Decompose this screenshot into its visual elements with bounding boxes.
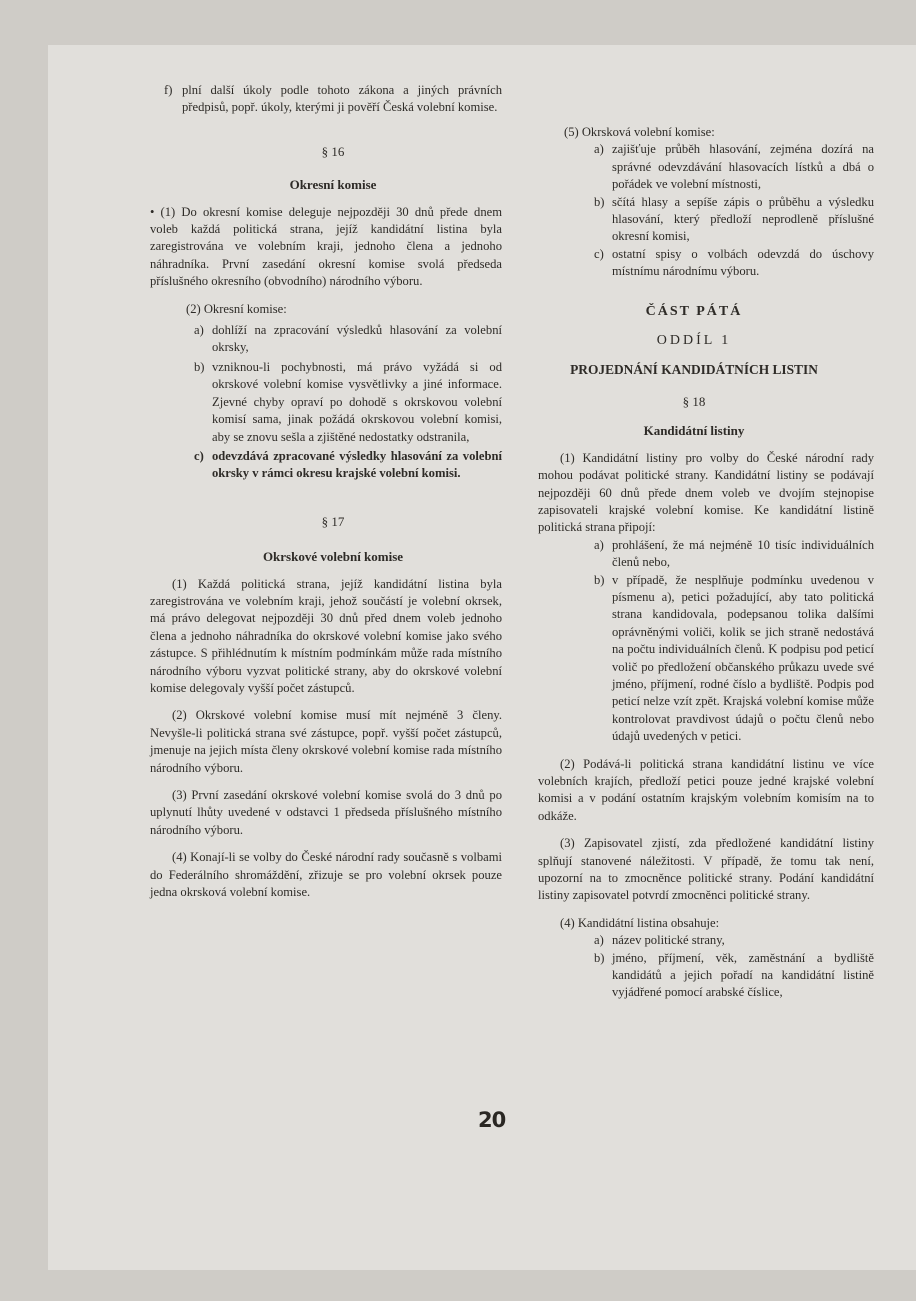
item-text: ostatní spisy o volbách odevzdá do úschovy místnímu národnímu výboru. xyxy=(612,246,874,279)
item-text: název politické strany, xyxy=(612,933,725,948)
paragraph-17-4: (4) Konají-li se volby do České národní rady současně s volbami do Federálního shromáždění, zřizuje se pro volební okrsek pouze jedna okrsková volební komise. xyxy=(150,850,502,900)
division-heading: ODDÍL 1 xyxy=(656,333,732,349)
item-label: b) xyxy=(594,950,605,965)
list-18-4 xyxy=(514,932,874,1002)
list-item xyxy=(594,932,874,949)
list-item xyxy=(594,950,874,1002)
left-column xyxy=(150,82,502,901)
item-label: c) xyxy=(194,448,204,463)
paragraph-18-4-intro: (4) Kandidátní listina obsahuje: xyxy=(560,915,720,930)
list-item xyxy=(164,82,502,117)
list-18-1 xyxy=(514,537,874,746)
item-label: b) xyxy=(594,572,605,587)
item-text: odevzdává zpracované výsledky hlasování za volební okrsky v rámci okresu krajské volební komisi. xyxy=(212,448,502,481)
division-title: PROJEDNÁNÍ KANDIDÁTNÍCH LISTIN xyxy=(570,362,818,378)
section-17-title: Okrskové volební komise xyxy=(262,549,404,565)
page-number: 20 xyxy=(478,1108,506,1132)
section-18-number: § 18 xyxy=(682,393,706,409)
item-text: dohlíží na zpracování výsledků hlasování za volební okrsky, xyxy=(212,323,502,355)
part-heading: ČÁST PÁTÁ xyxy=(645,303,743,319)
paragraph-16-1: • (1) Do okresní komise deleguje nejpozději 30 dnů přede dnem voleb každá politická strana, jejíž kandidátní listina byla zaregistrována ve volebním kraji, jednoho člena a jednoho náhradníka. První zasedání okresní komise svolá předseda příslušného okresního (obvodního) národního výboru. xyxy=(150,204,502,289)
item-text: prohlášení, že má nejméně 10 tisíc individuálních členů nebo, xyxy=(612,537,874,570)
item-label: a) xyxy=(194,323,204,338)
list-16-2 xyxy=(164,322,502,483)
item-text: plní další úkoly podle tohoto zákona a jiných právních předpisů, popř. úkoly, kterými ji pověří Česká volební komise. xyxy=(182,83,502,115)
paragraph-17-2: (2) Okrskové volební komise musí mít nejméně 3 členy. Nevyšle-li politická strana své zástupce, popř. vyšší počet zástupců, jmenuje na jejich místa členy okrskové volební komise rada místního národního výboru. xyxy=(150,708,502,775)
paragraph-18-1: (1) Kandidátní listiny pro volby do České národní rady mohou podávat politické strany. Kandidátní listiny se podávají nejpozději 60 dnů přede dnem voleb ve dvojím stejnopise zapisovateli krajské volební komise. Ke kandidátní listině politická strana připojí: xyxy=(538,450,874,535)
item-text: sčítá hlasy a sepíše zápis o průběhu a výsledku hlasování, který předloží neprodleně příslušné okresní komisi, xyxy=(612,194,874,244)
item-label: b) xyxy=(594,194,605,209)
paragraph-16-2-intro: (2) Okresní komise: xyxy=(186,301,287,316)
list-item xyxy=(194,359,502,446)
item-label: b) xyxy=(194,359,205,374)
paragraph-17-5-intro: (5) Okrsková volební komise: xyxy=(564,125,715,139)
paragraph-17-1: (1) Každá politická strana, jejíž kandidátní listina byla zaregistrována ve volebním kraji, jehož součástí je volební okrsek, má právo delegovat nejpozději 30 dnů před dnem voleb jednoho člena a jednoho náhradníka do okrskové volební komise jako svého zástupce. S přihlédnutím k místním podmínkám může rada místního národního výboru vyzvat politické strany, aby do okrskové volební komise delegovaly vyšší počet zástupců. xyxy=(150,576,502,695)
section-17-number: § 17 xyxy=(321,513,345,529)
item-text: vzniknou-li pochybnosti, má právo vyžádá si od okrskové volební komise vysvětlivky a jiné informace. Zjevné chyby opraví po dohodě s okrskovou volební komisí sama, jinak požádá okrskovou volební komisi, aby se znovu sešla a zjištěné nedostatky odstranila, xyxy=(212,359,502,444)
list-item xyxy=(594,537,874,572)
list-17-5 xyxy=(514,141,874,280)
item-label: f) xyxy=(164,83,173,97)
item-text: jméno, příjmení, věk, zaměstnání a bydliště kandidátů a jejich pořadí na kandidátní listině vyjádřené pomocí arabské číslice, xyxy=(612,950,874,1000)
section-16-number: § 16 xyxy=(321,143,345,159)
item-text: zajišťuje průběh hlasování, zejména dozírá na správné odevzdávání hlasovacích lístků a dbá o pořádek ve volební místnosti, xyxy=(612,142,874,192)
list-item xyxy=(594,141,874,193)
paragraph-18-3: (3) Zapisovatel zjistí, zda předložené kandidátní listiny splňují stanovené náležitosti. V případě, že tomu tak není, upozorní na to zmocněnce politické strany. Podání kandidátní listiny zapisovatel potvrdí zmocněnci politické strany. xyxy=(538,836,874,903)
item-label: c) xyxy=(594,246,604,261)
right-column xyxy=(514,124,874,1002)
list-item xyxy=(594,246,874,281)
item-label: a) xyxy=(594,537,604,552)
list-item xyxy=(194,448,502,483)
item-label: a) xyxy=(594,933,604,948)
section-16-title: Okresní komise xyxy=(289,177,377,193)
paragraph-18-2: (2) Podává-li politická strana kandidátní listinu ve více volebních krajích, předloží petici pouze jedné krajské volební komisi a v podání ostatním krajským volebním komisím na to odkáže. xyxy=(538,756,874,823)
item-text: v případě, že nesplňuje podmínku uvedenou v písmenu a), petici požadující, aby tato politická strana kandidovala, podepsanou tolika dalšími oprávněnými voliči, kolik se jich straně nedostává na počtu individuálních členů. K podpisu pod peticí volič po předložení občanského průkazu uvede své jméno, příjmení, rodné číslo a bydliště. Podpis pod peticí nelze vzít zpět. Krajská volební komise může kontrolovat pravdivost údajů o počtu členů nebo údajů uvedených v petici. xyxy=(612,572,874,744)
section-18-title: Kandidátní listiny xyxy=(643,423,745,439)
paragraph-17-3: (3) První zasedání okrskové volební komise svolá do 3 dnů po uplynutí lhůty uvedené v odstavci 1 předseda příslušného místního národního výboru. xyxy=(150,788,502,837)
list-item xyxy=(194,322,502,357)
list-item xyxy=(594,572,874,746)
item-label: a) xyxy=(594,142,604,157)
list-item xyxy=(594,194,874,246)
